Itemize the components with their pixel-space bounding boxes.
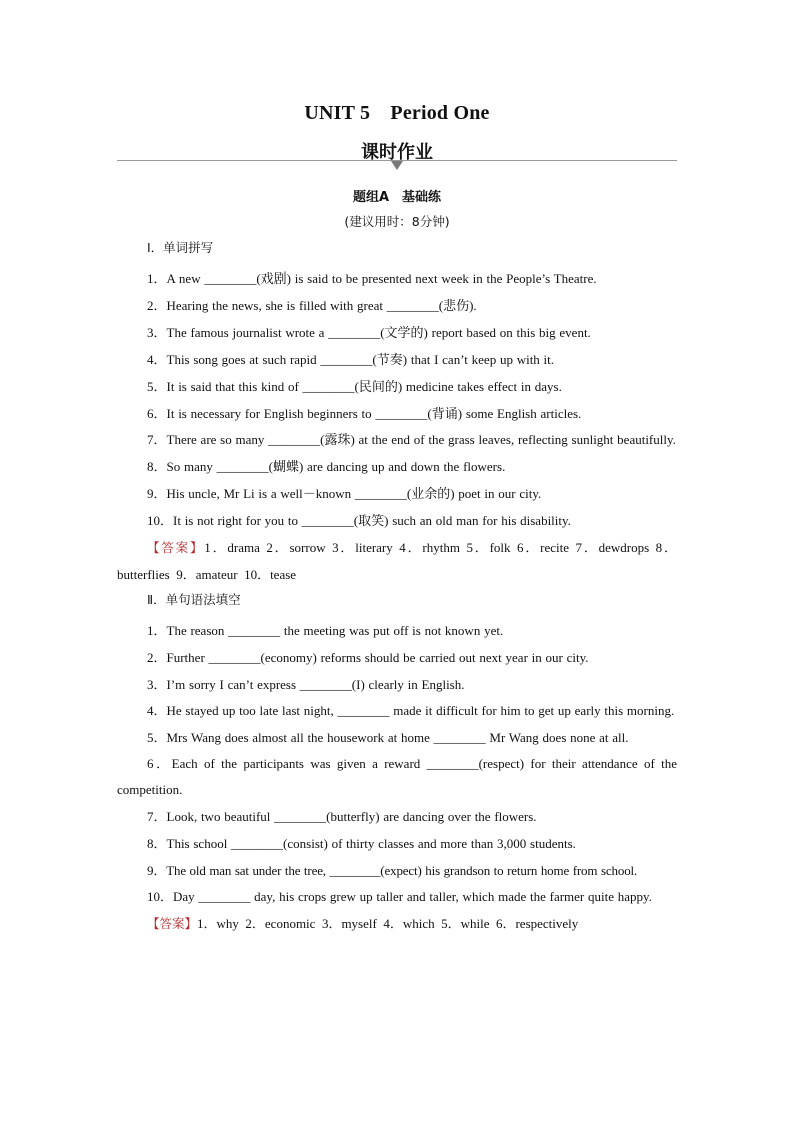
answer-text: 1．drama 2．sorrow 3．literary 4．rhythm 5．folk 6．recite 7．dewdrops 8．butterflies 9．amateur 10．tease	[117, 540, 677, 582]
answer-block-section1	[117, 534, 677, 588]
time-hint: (建议用时：8分钟)	[344, 214, 450, 229]
question-item: 8．So many ________(蝴蝶) are dancing up and down the flowers.	[147, 459, 506, 474]
question-item: 5．Mrs Wang does almost all the housework at home ________ Mr Wang does none at all.	[147, 730, 629, 745]
page-title: UNIT 5 Period One	[304, 102, 490, 124]
question-item: 4．This song goes at such rapid ________(节奏) that I can’t keep up with it.	[147, 352, 555, 367]
question-item: 3．The famous journalist wrote a ________(文学的) report based on this big event.	[147, 325, 591, 340]
question-item: 4．He stayed up too late last night, ________ made it difficult for him to get up early this morning.	[147, 703, 675, 718]
divider-arrow-icon	[391, 161, 403, 170]
answer-label: 【答案】	[147, 540, 205, 555]
section-heading-grammar-fill: Ⅱ．单句语法填空	[147, 592, 241, 607]
question-item: 7．There are so many ________(露珠) at the end of the grass leaves, reflecting sunlight beautifully.	[147, 432, 676, 447]
page-subtitle: 课时作业	[361, 142, 433, 163]
exercise-content	[117, 238, 677, 937]
question-item: 6．Each of the participants was given a reward ________(respect) for their attendance of the competition.	[117, 756, 677, 797]
question-item: 2．Hearing the news, she is filled with great ________(悲伤).	[147, 298, 477, 313]
question-item: 7．Look, two beautiful ________(butterfly) are dancing over the flowers.	[147, 809, 537, 824]
question-item: 10．It is not right for you to ________(取笑) such an old man for his disability.	[147, 513, 571, 528]
question-item: 5．It is said that this kind of ________(民间的) medicine takes effect in days.	[147, 379, 562, 394]
answer-label: 【答案】	[147, 916, 198, 931]
answer-text: 1．why 2．economic 3．myself 4．which 5．while 6．respectively	[197, 916, 579, 931]
question-item: 1．A new ________(戏剧) is said to be presented next week in the People’s Theatre.	[147, 271, 597, 286]
question-item: 8．This school ________(consist) of thirty classes and more than 3,000 students.	[147, 836, 576, 851]
question-item: 10．Day ________ day, his crops grew up taller and taller, which made the farmer quite happy.	[147, 889, 652, 904]
question-item: 2．Further ________(economy) reforms should be carried out next year in our city.	[147, 650, 589, 665]
group-title: 题组A 基础练	[352, 190, 442, 205]
question-item: 9．His uncle, Mr Li is a well－known ________(业余的) poet in our city.	[147, 486, 542, 501]
question-item: 6．It is necessary for English beginners to ________(背诵) some English articles.	[147, 406, 582, 421]
question-item: 9．The old man sat under the tree, ________(expect) his grandson to return home from school.	[147, 863, 638, 878]
answer-block-section2	[117, 910, 677, 937]
question-item: 3．I’m sorry I can’t express ________(I) clearly in English.	[147, 677, 465, 692]
question-item: 1．The reason ________ the meeting was put off is not known yet.	[147, 623, 504, 638]
section-heading-word-spelling: Ⅰ．单词拼写	[147, 240, 214, 255]
